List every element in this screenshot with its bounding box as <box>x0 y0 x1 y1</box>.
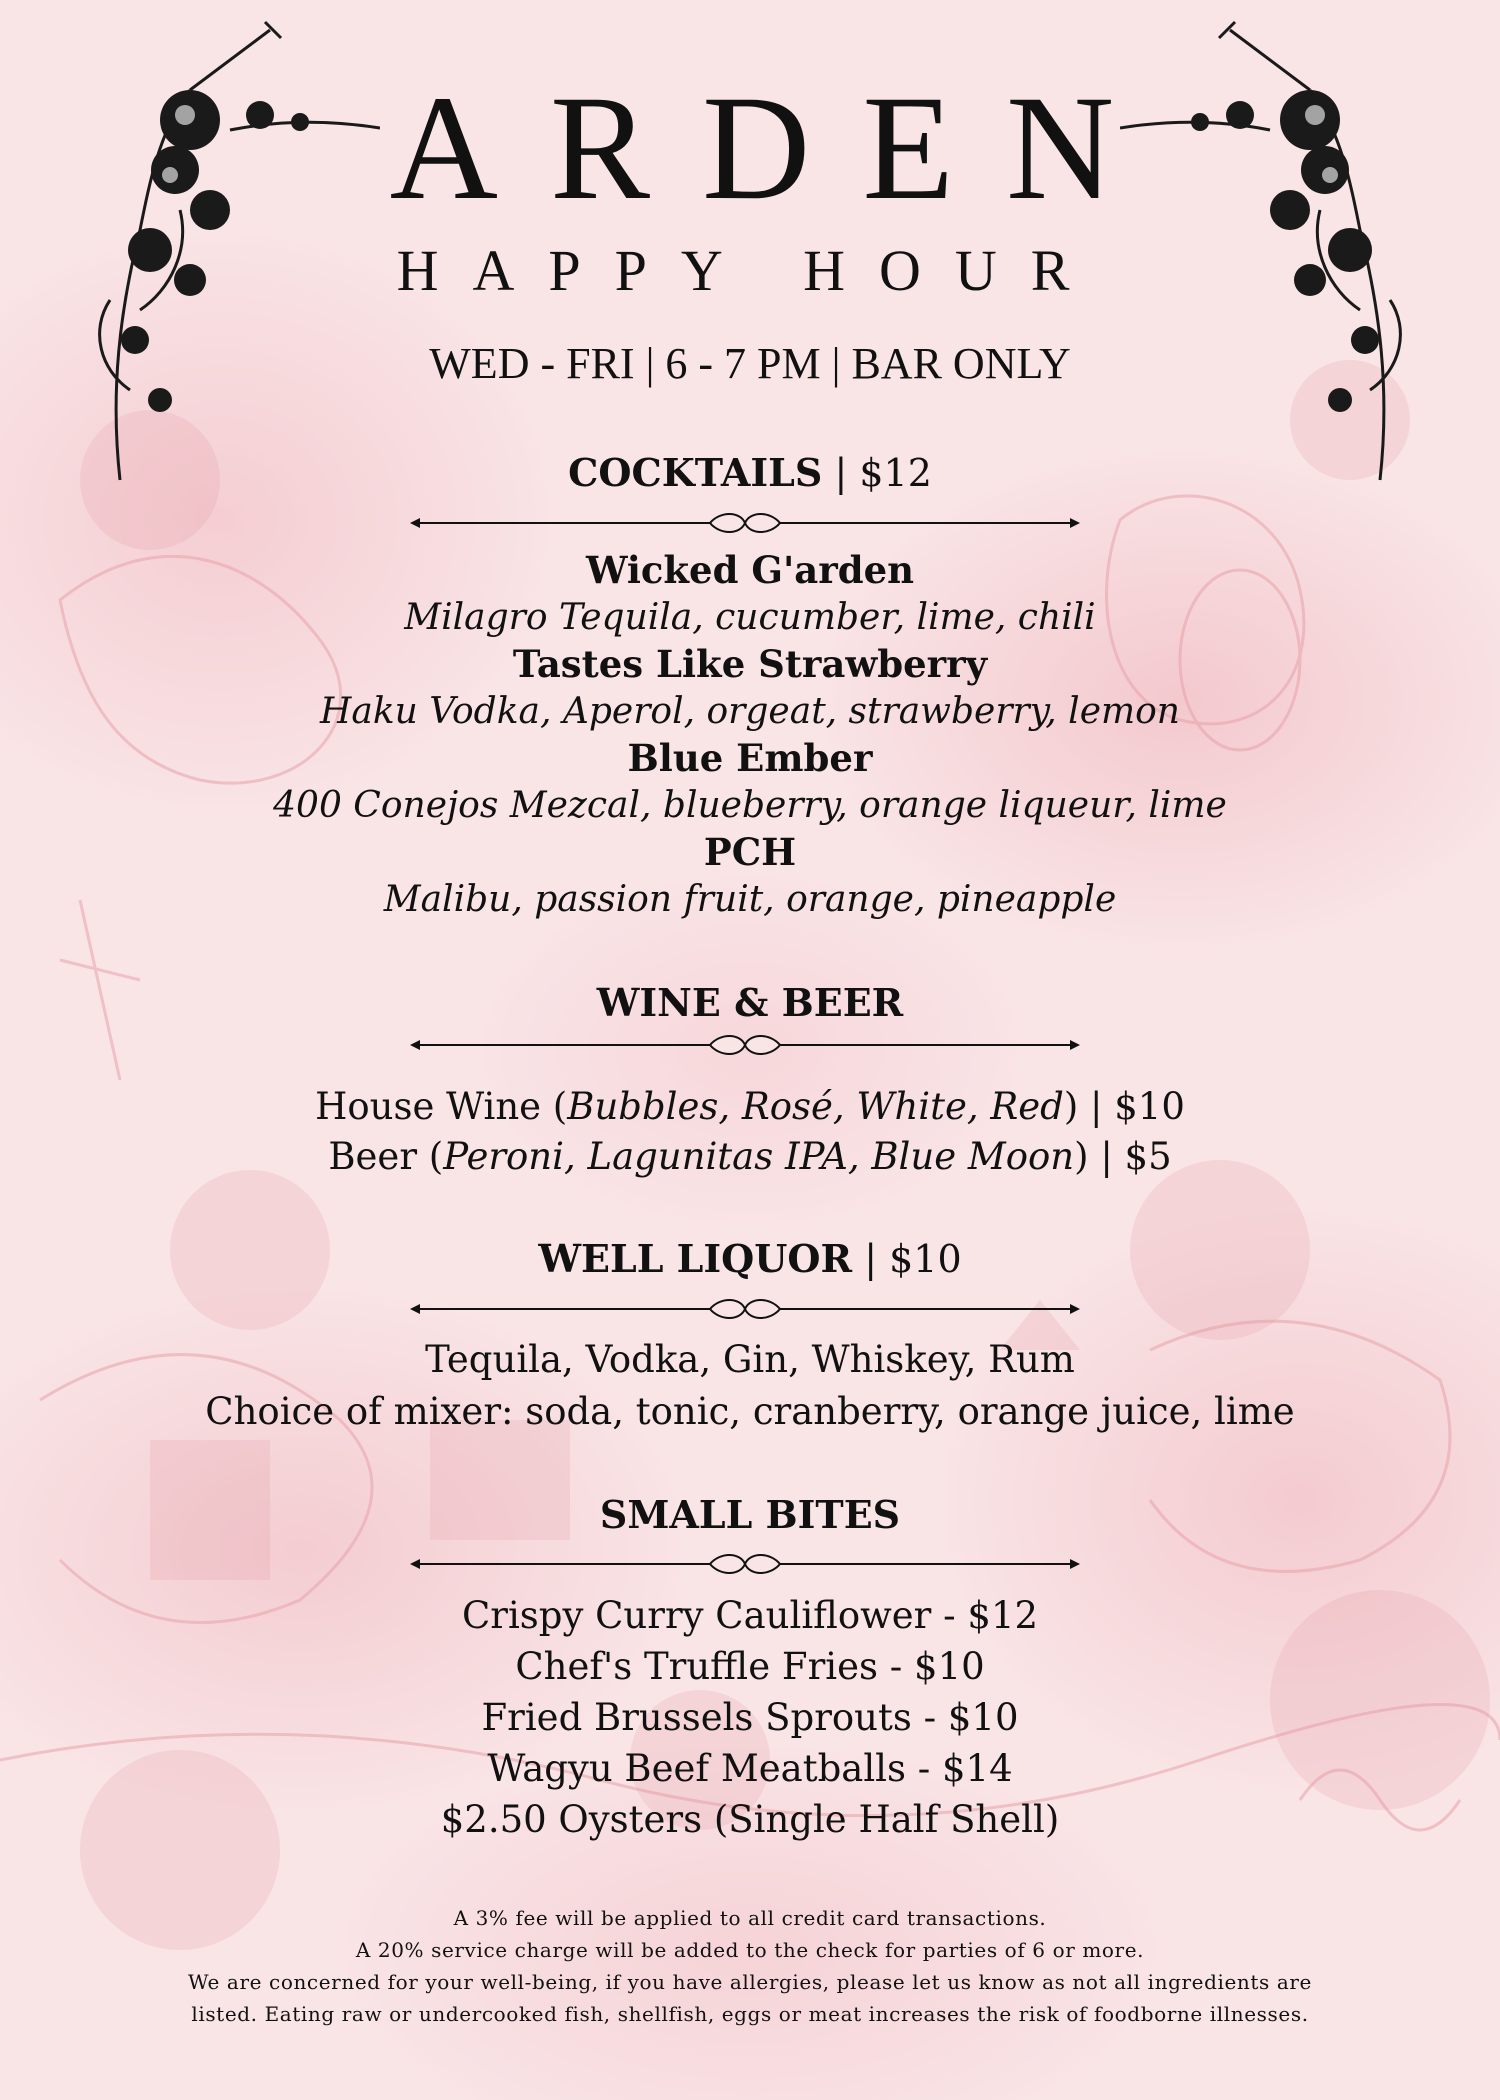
beer-line <box>0 1135 1500 1178</box>
cocktails-title: COCKTAILS <box>568 450 823 495</box>
small-bite-item: $2.50 Oysters (Single Half Shell) <box>440 1798 1060 1841</box>
well-liquor-price: | $10 <box>864 1237 962 1281</box>
cocktail-description: Milagro Tequila, cucumber, lime, chili <box>404 597 1096 638</box>
cocktail-name: Blue Ember <box>627 736 873 780</box>
happy-hour-times: WED - FRI | 6 - 7 PM | BAR ONLY <box>429 339 1071 388</box>
small-bite-item: Chef's Truffle Fries - $10 <box>515 1645 985 1688</box>
cocktail-description: 400 Conejos Mezcal, blueberry, orange liqueur, lime <box>273 785 1227 826</box>
small-bites-heading <box>0 1492 1500 1537</box>
small-bite-item: Fried Brussels Sprouts - $10 <box>481 1696 1019 1739</box>
beer-types: Peroni, Lagunitas IPA, Blue Moon <box>443 1135 1075 1178</box>
cocktails-heading <box>0 450 1500 495</box>
house-wine-line <box>0 1085 1500 1128</box>
cocktails-price: | $12 <box>834 451 932 495</box>
cocktail-name: Tastes Like Strawberry <box>512 642 988 686</box>
raw-food-warning: listed. Eating raw or undercooked fish, shellfish, eggs or meat increases the risk of foodborne illnesses. <box>191 2002 1309 2026</box>
well-spirits: Tequila, Vodka, Gin, Whiskey, Rum <box>425 1338 1075 1381</box>
cocktail-description: Haku Vodka, Aperol, orgeat, strawberry, lemon <box>319 691 1180 732</box>
footer-disclaimer <box>80 1902 1420 2030</box>
wine-beer-heading <box>0 980 1500 1025</box>
wine-beer-title: WINE & BEER <box>596 980 904 1025</box>
small-bites-title: SMALL BITES <box>599 1492 901 1537</box>
brand-logo <box>389 65 1167 231</box>
house-wine-types: Bubbles, Rosé, White, Red <box>567 1085 1064 1128</box>
ornamental-divider <box>410 1033 1080 1057</box>
well-mixers: Choice of mixer: soda, tonic, cranberry, orange juice, lime <box>205 1390 1295 1433</box>
cocktail-description: Malibu, passion fruit, orange, pineapple <box>383 879 1117 920</box>
small-bite-item: Wagyu Beef Meatballs - $14 <box>487 1747 1013 1790</box>
ornamental-divider <box>410 1297 1080 1321</box>
menu-subtitle: HAPPY HOUR <box>396 238 1104 303</box>
cocktail-name: PCH <box>703 830 797 874</box>
cocktail-name: Wicked G'arden <box>585 548 915 592</box>
beer-price: ) | $5 <box>1074 1135 1172 1178</box>
house-wine-label: House Wine ( <box>315 1085 568 1128</box>
well-liquor-heading <box>0 1236 1500 1281</box>
house-wine-price: ) | $10 <box>1063 1085 1185 1128</box>
well-liquor-title: WELL LIQUOR <box>538 1236 853 1281</box>
brand-name: ARDEN <box>389 65 1167 231</box>
credit-card-fee-note: A 3% fee will be applied to all credit card transactions. <box>453 1906 1047 1930</box>
service-charge-note: A 20% service charge will be added to the check for parties of 6 or more. <box>355 1938 1145 1962</box>
beer-label: Beer ( <box>328 1135 444 1178</box>
allergy-note: We are concerned for your well-being, if you have allergies, please let us know as not all ingredients are <box>188 1970 1312 1994</box>
ornamental-divider <box>410 1552 1080 1576</box>
small-bite-item: Crispy Curry Cauliflower - $12 <box>461 1594 1039 1637</box>
ornamental-divider <box>410 511 1080 535</box>
